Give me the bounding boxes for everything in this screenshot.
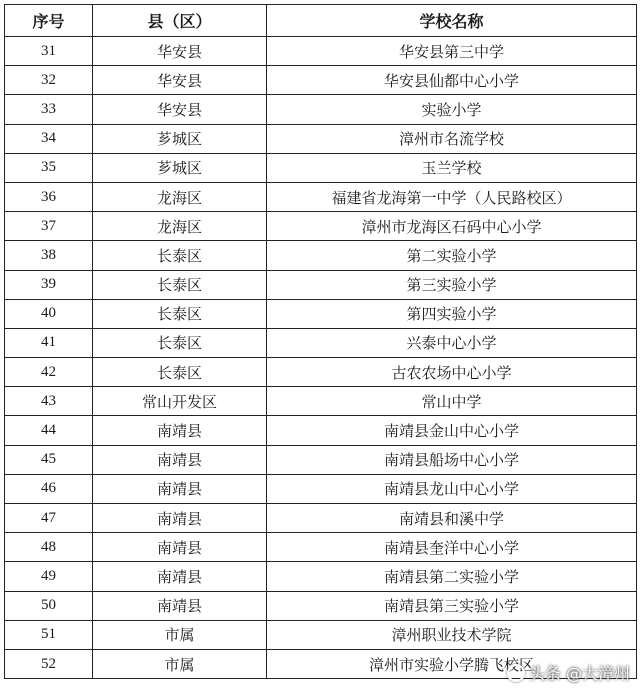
cell-school-name: 常山中学: [267, 387, 637, 416]
table-row: [5, 66, 637, 95]
cell-school-name: 漳州市龙海区石码中心小学: [267, 212, 637, 241]
cell-school-name: 玉兰学校: [267, 153, 637, 182]
table-row: [5, 182, 637, 211]
cell-serial: 41: [5, 328, 93, 357]
cell-serial: 48: [5, 533, 93, 562]
table-row: [5, 212, 637, 241]
cell-district: 芗城区: [93, 124, 267, 153]
table-row: [5, 533, 637, 562]
header-district: 县（区）: [93, 5, 267, 37]
cell-school-name: 兴泰中心小学: [267, 328, 637, 357]
cell-serial: 33: [5, 95, 93, 124]
cell-serial: 42: [5, 358, 93, 387]
table-row: [5, 95, 637, 124]
cell-district: 长泰区: [93, 299, 267, 328]
table-row: [5, 562, 637, 591]
cell-district: 南靖县: [93, 504, 267, 533]
cell-district: 南靖县: [93, 562, 267, 591]
watermark-logo-icon: [507, 664, 525, 682]
cell-district: 南靖县: [93, 533, 267, 562]
header-school-name: 学校名称: [267, 5, 637, 37]
cell-district: 市属: [93, 620, 267, 649]
cell-school-name: 华安县仙都中心小学: [267, 66, 637, 95]
table-row: [5, 299, 637, 328]
cell-school-name: 第三实验小学: [267, 270, 637, 299]
table-row: [5, 328, 637, 357]
cell-serial: 52: [5, 649, 93, 678]
school-list-sheet: [4, 4, 636, 679]
cell-serial: 46: [5, 474, 93, 503]
cell-district: 长泰区: [93, 328, 267, 357]
cell-district: 南靖县: [93, 474, 267, 503]
cell-district: 华安县: [93, 66, 267, 95]
cell-district: 南靖县: [93, 445, 267, 474]
cell-serial: 35: [5, 153, 93, 182]
cell-district: 龙海区: [93, 212, 267, 241]
cell-school-name: 实验小学: [267, 95, 637, 124]
table-row: [5, 270, 637, 299]
table-row: [5, 416, 637, 445]
cell-serial: 38: [5, 241, 93, 270]
cell-serial: 47: [5, 504, 93, 533]
cell-district: 长泰区: [93, 241, 267, 270]
school-table: [4, 4, 637, 679]
cell-serial: 51: [5, 620, 93, 649]
cell-serial: 31: [5, 37, 93, 66]
cell-district: 南靖县: [93, 591, 267, 620]
cell-district: 华安县: [93, 95, 267, 124]
cell-school-name: 南靖县奎洋中心小学: [267, 533, 637, 562]
table-row: [5, 153, 637, 182]
table-row: [5, 591, 637, 620]
cell-school-name: 第二实验小学: [267, 241, 637, 270]
watermark-text: 头条 @大漳州: [528, 664, 630, 683]
cell-school-name: 南靖县第二实验小学: [267, 562, 637, 591]
cell-serial: 49: [5, 562, 93, 591]
cell-district: 常山开发区: [93, 387, 267, 416]
cell-school-name: 南靖县第三实验小学: [267, 591, 637, 620]
cell-serial: 45: [5, 445, 93, 474]
table-row: [5, 37, 637, 66]
cell-serial: 37: [5, 212, 93, 241]
table-row: [5, 445, 637, 474]
cell-school-name: 南靖县龙山中心小学: [267, 474, 637, 503]
cell-district: 长泰区: [93, 270, 267, 299]
table-row: [5, 358, 637, 387]
watermark: [507, 661, 630, 684]
cell-district: 市属: [93, 649, 267, 678]
cell-district: 长泰区: [93, 358, 267, 387]
cell-serial: 32: [5, 66, 93, 95]
cell-serial: 44: [5, 416, 93, 445]
cell-school-name: 华安县第三中学: [267, 37, 637, 66]
cell-serial: 39: [5, 270, 93, 299]
cell-school-name: 漳州市名流学校: [267, 124, 637, 153]
cell-serial: 34: [5, 124, 93, 153]
table-row: [5, 620, 637, 649]
header-serial: 序号: [5, 5, 93, 37]
cell-district: 华安县: [93, 37, 267, 66]
table-row: [5, 387, 637, 416]
cell-serial: 36: [5, 182, 93, 211]
cell-school-name: 南靖县金山中心小学: [267, 416, 637, 445]
cell-serial: 50: [5, 591, 93, 620]
cell-serial: 40: [5, 299, 93, 328]
cell-school-name: 漳州市实验小学腾飞校区: [267, 649, 637, 678]
cell-school-name: 古农农场中心小学: [267, 358, 637, 387]
header-row: [5, 5, 637, 37]
table-row: [5, 124, 637, 153]
table-row: [5, 474, 637, 503]
cell-district: 龙海区: [93, 182, 267, 211]
table-row: [5, 241, 637, 270]
cell-school-name: 南靖县和溪中学: [267, 504, 637, 533]
table-row: [5, 504, 637, 533]
cell-school-name: 南靖县船场中心小学: [267, 445, 637, 474]
cell-school-name: 漳州职业技术学院: [267, 620, 637, 649]
cell-district: 芗城区: [93, 153, 267, 182]
cell-serial: 43: [5, 387, 93, 416]
cell-school-name: 第四实验小学: [267, 299, 637, 328]
cell-school-name: 福建省龙海第一中学（人民路校区）: [267, 182, 637, 211]
cell-district: 南靖县: [93, 416, 267, 445]
